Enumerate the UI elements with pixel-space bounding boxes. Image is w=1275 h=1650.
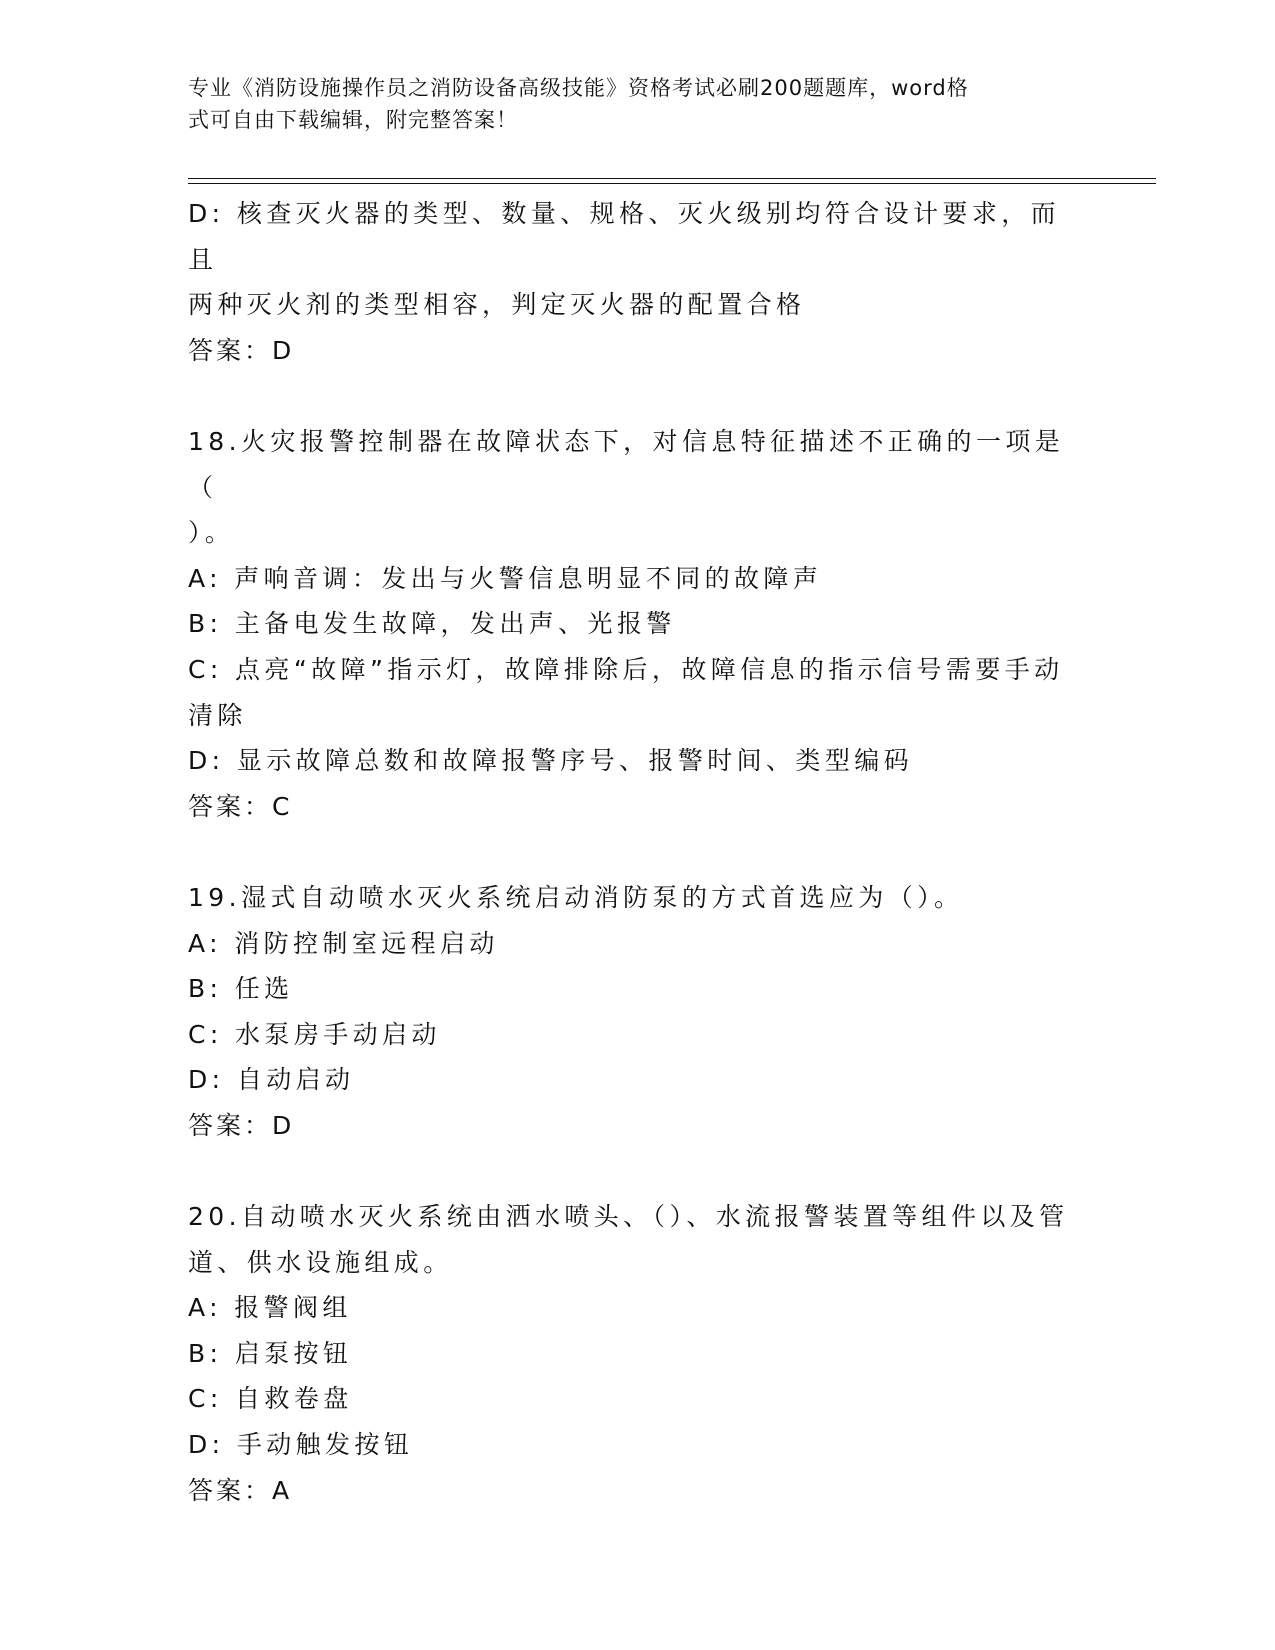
header-divider-top [188,178,1156,179]
question-17-continued [188,191,1088,373]
option-a: A: 声响音调：发出与火警信息明显不同的故障声 [188,563,823,593]
option-c: C: 水泵房手动启动 [188,1019,441,1049]
question-19 [188,875,1088,1149]
option-d: D: 自动启动 [188,1065,355,1095]
option-a: A: 消防控制室远程启动 [188,928,499,958]
spacer [188,829,1088,875]
answer: 答案：A [188,1475,293,1505]
answer: 答案：D [188,1110,295,1140]
option-d-continued: 两种灭火剂的类型相容，判定灭火器的配置合格 [188,290,806,320]
spacer [188,1148,1088,1194]
option-c: C: 自救卷盘 [188,1384,353,1414]
option-d: D: 显示故障总数和故障报警序号、报警时间、类型编码 [188,746,914,776]
option-a: A: 报警阀组 [188,1293,352,1323]
option-d: D: 核查灭火器的类型、数量、规格、灭火级别均符合设计要求，而且 [188,199,1061,274]
page-header [188,72,1068,136]
option-b: B: 主备电发生故障，发出声、光报警 [188,609,676,639]
answer: 答案：C [188,791,293,821]
option-b: B: 任选 [188,974,294,1004]
header-divider-bottom [188,183,1156,184]
header-title-line-1: 专业《消防设施操作员之消防设备高级技能》资格考试必刷200题题库，word格 [188,76,969,100]
spacer [188,373,1088,419]
question-stem: 20.自动喷水灭火系统由洒水喷头、（）、水流报警装置等组件以及管 [188,1202,1069,1232]
question-content [188,191,1088,1513]
header-title-line-2: 式可自由下载编辑，附完整答案！ [188,108,518,132]
option-b: B: 启泵按钮 [188,1338,353,1368]
question-stem-continued: 道、供水设施组成。 [188,1247,453,1277]
question-20 [188,1194,1088,1513]
option-d: D: 手动触发按钮 [188,1430,414,1460]
question-stem: 19.湿式自动喷水灭火系统启动消防泵的方式首选应为（）。 [188,882,964,912]
question-stem-continued: ）。 [188,518,235,548]
question-stem: 18.火灾报警控制器在故障状态下，对信息特征描述不正确的一项是（ [188,426,1065,502]
answer: 答案：D [188,335,295,365]
question-18 [188,419,1088,829]
option-c-continued: 清除 [188,700,247,730]
option-c: C: 点亮“故障”指示灯，故障排除后，故障信息的指示信号需要手动 [188,654,1064,684]
